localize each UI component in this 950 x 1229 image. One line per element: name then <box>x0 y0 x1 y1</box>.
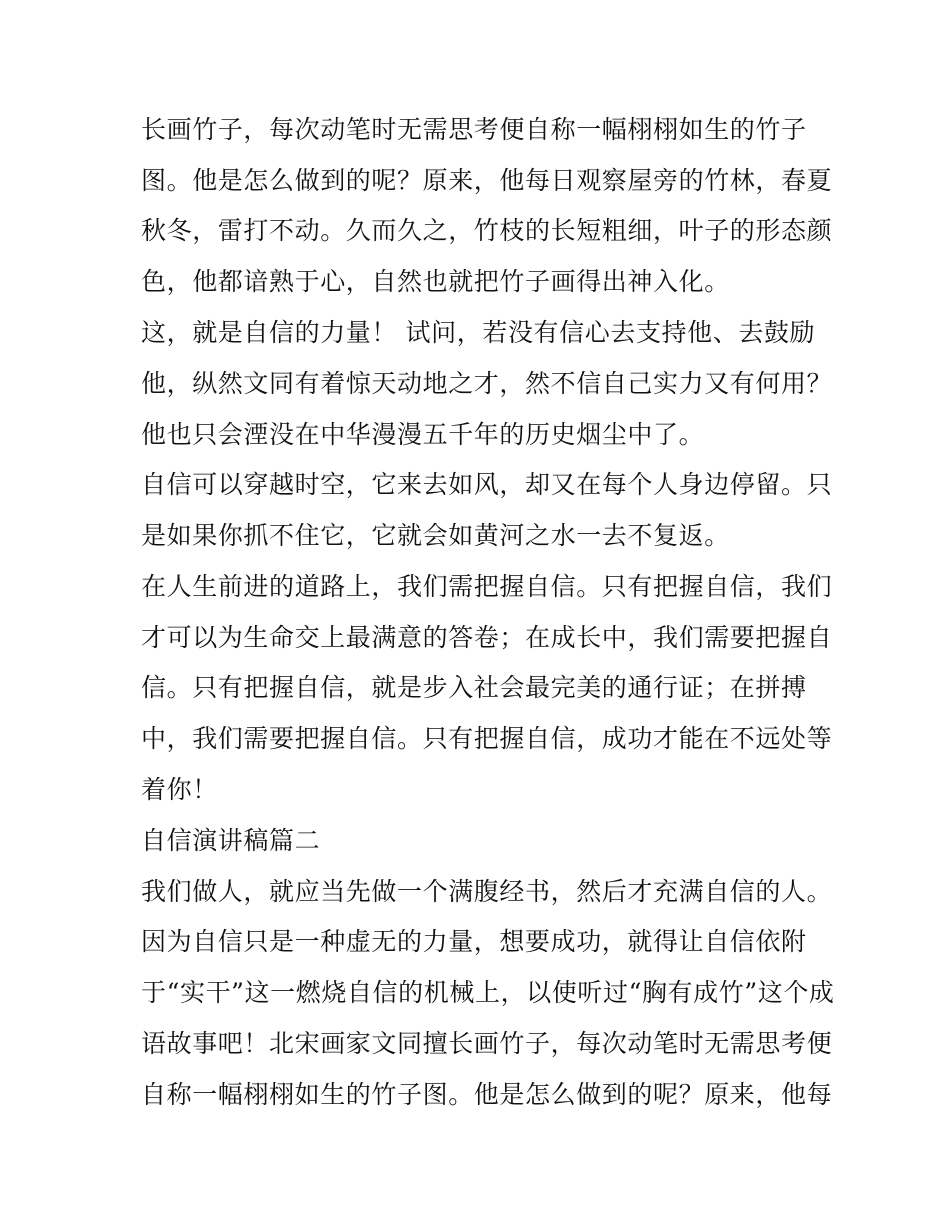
text-line: 自信可以穿越时空，它来去如风，却又在每个人身边停留。只 <box>141 470 833 499</box>
text-line: 秋冬，雷打不动。久而久之，竹枝的长短粗细，叶子的形态颜 <box>141 216 833 245</box>
text-line: 这，就是自信的力量！ 试问，若没有信心去支持他、去鼓励 <box>141 318 816 347</box>
text-line: 是如果你抓不住它，它就会如黄河之水一去不复返。 <box>141 521 730 550</box>
text-line: 语故事吧！北宋画家文同擅长画竹子，每次动笔时无需思考便 <box>141 1029 833 1058</box>
text-line: 他，纵然文同有着惊天动地之才，然不信自己实力又有何用？ <box>141 369 833 398</box>
text-line: 长画竹子，每次动笔时无需思考便自称一幅栩栩如生的竹子 <box>141 115 807 144</box>
text-line: 才可以为生命交上最满意的答卷；在成长中，我们需要把握自 <box>141 623 833 652</box>
text-line: 着你！ <box>141 775 218 804</box>
section-heading: 自信演讲稿篇二 <box>141 826 321 855</box>
text-line: 于“实干”这一燃烧自信的机械上，以使听过“胸有成竹”这个成 <box>141 978 835 1007</box>
text-line: 因为自信只是一种虚无的力量，想要成功，就得让自信依附 <box>141 927 807 956</box>
text-line: 中，我们需要把握自信。只有把握自信，成功才能在不远处等 <box>141 724 833 753</box>
text-line: 他也只会湮没在中华漫漫五千年的历史烟尘中了。 <box>141 420 705 449</box>
text-line: 图。他是怎么做到的呢？原来，他每日观察屋旁的竹林，春夏 <box>141 166 833 195</box>
text-line: 在人生前进的道路上，我们需把握自信。只有把握自信，我们 <box>141 572 833 601</box>
text-line: 我们做人，就应当先做一个满腹经书，然后才充满自信的人。 <box>141 877 833 906</box>
text-line: 自称一幅栩栩如生的竹子图。他是怎么做到的呢？原来，他每 <box>141 1080 833 1109</box>
text-line: 信。只有把握自信，就是步入社会最完美的通行证；在拼搏 <box>141 673 807 702</box>
text-line: 色，他都谙熟于心，自然也就把竹子画得出神入化。 <box>141 267 730 296</box>
